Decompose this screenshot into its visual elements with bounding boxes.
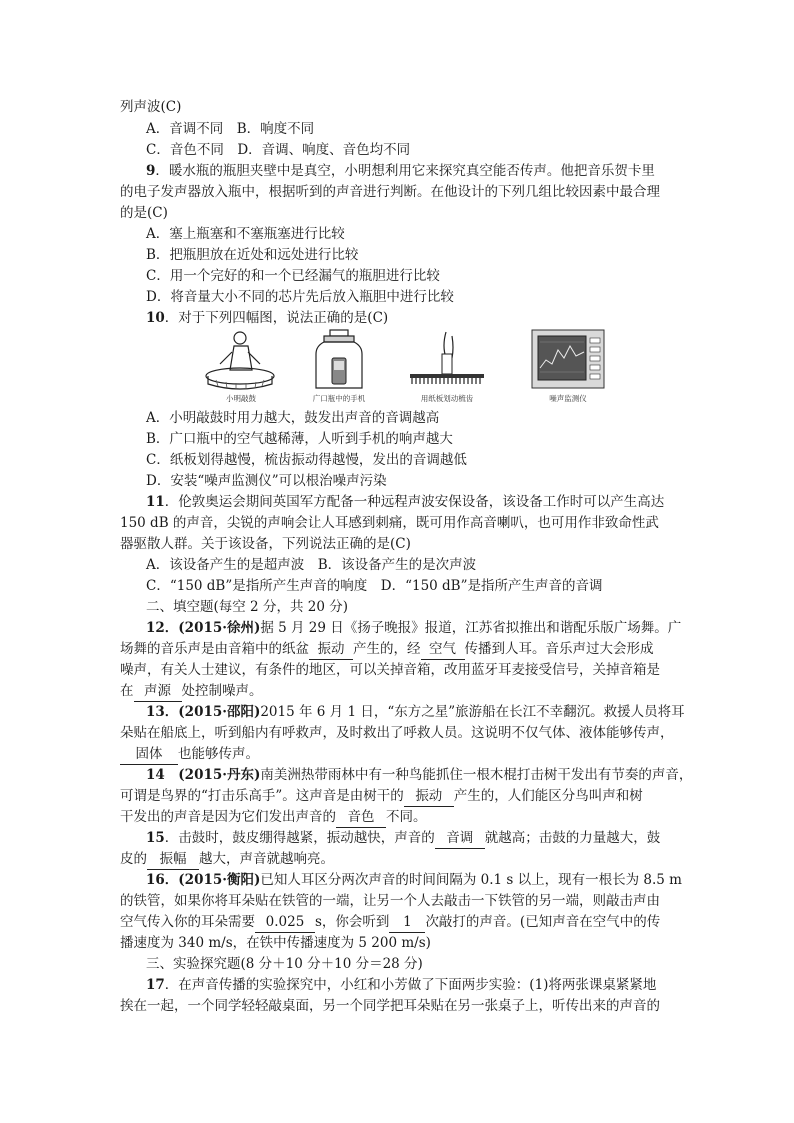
- caption-comb: 用纸板划动梳齿: [420, 394, 474, 403]
- q12-text2a: 场舞的音乐声是由音箱中的纸盆: [120, 641, 309, 657]
- q12-text2c: 传播到人耳。音乐声过大会形成: [464, 641, 654, 657]
- q16-text3b: s，你会听到: [315, 914, 390, 930]
- q16-line4: 播速度为 340 m/s，在铁中传播速度为 5 200 m/s): [120, 935, 431, 951]
- q11-options-ab: A．该设备产生的是超声波 B．该设备产生的是次声波: [146, 557, 477, 573]
- q17-line1: [146, 975, 656, 995]
- section-2-heading: 二、填空题(每空 2 分，共 20 分): [146, 599, 348, 615]
- q9-line2: 的电子发声器放入瓶中，根据听到的声音进行判断。在他设计的下列几组比较因素中最合理: [120, 184, 660, 200]
- q17-text1: ．在声音传播的实验探究中，小红和小芳做了下面两步实验：(1)将两张课桌紧紧地: [164, 977, 657, 993]
- q16-answer-2: 1: [389, 912, 425, 933]
- q13-line2: 朵贴在船底上，听到船内有呼救声，及时救出了呼救人员。这说明不仅气体、液体能够传声，: [120, 725, 674, 741]
- q12-line2: [120, 639, 654, 660]
- q12-text1: 据 5 月 29 日《扬子晚报》报道，江苏省拟推出和谐配乐版广场舞。广: [260, 620, 682, 636]
- caption-noise-monitor: 噪声监测仪: [549, 394, 587, 403]
- q9-option-b: B．把瓶胆放在近处和远处进行比较: [146, 247, 359, 263]
- drummer-illustration: [196, 328, 286, 392]
- q9-option-a: A．塞上瓶塞和不塞瓶塞进行比较: [146, 226, 345, 242]
- q10-figures: [196, 328, 636, 404]
- q15-number: 15: [146, 830, 165, 846]
- q14-line2: [120, 786, 643, 807]
- q11-text1: ．伦敦奥运会期间英国军方配备一种远程声波安保设备，该设备工作时可以产生高达: [164, 494, 665, 510]
- q11-number: 11: [146, 494, 165, 510]
- q11-line2: 150 dB 的声音，尖锐的声响会让人耳感到刺痛，既可用作高音喇叭，也可用作非致命性武: [120, 515, 659, 531]
- q10-number: 10: [146, 310, 165, 326]
- q15-text2b: 越大，声音就越响亮。: [199, 851, 334, 867]
- q17-number: 17: [146, 977, 165, 993]
- q15-line2: [120, 849, 334, 870]
- q12-text4b: 处控制噪声。: [181, 683, 263, 699]
- q16-text1: 已知人耳区分两次声音的时间间隔为 0.1 s 以上，现有一根长为 8.5 m: [260, 872, 682, 888]
- q14-text2b: 产生的，人们能区分鸟叫声和树: [453, 788, 643, 804]
- q16-line3: [120, 912, 660, 933]
- q9-text1: ．暖水瓶的瓶胆夹壁中是真空，小明想利用它来探究真空能否传声。他把音乐贺卡里: [155, 163, 655, 179]
- q12-answer-1: 振动: [309, 639, 353, 660]
- q14-text1: 南美洲热带雨林中有一种鸟能抓住一根木棍打击树干发出有节奏的声音，: [260, 767, 693, 783]
- q15-text2a: 皮的: [120, 851, 147, 867]
- q8-options-cd: C．音色不同 D．音调、响度、音色均不同: [146, 142, 411, 158]
- q14-number: 14 (2015·丹东): [146, 767, 261, 783]
- q11-line1: [146, 492, 664, 512]
- q15-answer-2: 振幅: [147, 849, 199, 870]
- q13-line3: [120, 744, 259, 765]
- figure-drummer: [196, 328, 286, 404]
- q12-answer-2: 空气: [421, 639, 465, 660]
- q15-line1: [146, 828, 660, 849]
- q17-line2: 挨在一起，一个同学轻轻敲桌面，另一个同学把耳朵贴在另一张桌子上，听传出来的声音的: [120, 998, 660, 1014]
- q16-number: 16．(2015·衡阳): [146, 872, 261, 888]
- q9-line3: 的是(C): [120, 205, 168, 221]
- q9-line1: [146, 161, 655, 181]
- q10-text: ．对于下列四幅图，说法正确的是(C): [164, 310, 389, 326]
- q16-line2: 的铁管，如果你将耳朵贴在铁管的一端，让另一个人去敲击一下铁管的另一端，则敲击声由: [120, 893, 660, 909]
- q10-option-b: B．广口瓶中的空气越稀薄，人听到手机的响声越大: [146, 431, 453, 447]
- figure-phone-jar: [294, 328, 384, 404]
- q15-text1b: 就越高；击鼓的力量越大，鼓: [484, 830, 661, 846]
- q13-text3: 也能够传声。: [178, 746, 259, 762]
- q12-answer-3: 声源: [134, 681, 182, 702]
- q11-line3: 器驱散人群。关于该设备，下列说法正确的是(C): [120, 536, 411, 552]
- q16-text3c: 次敲打的声音。(已知声音在空气中的传: [425, 914, 661, 930]
- section-3-heading: 三、实验探究题(8 分＋10 分＋10 分＝28 分): [146, 956, 423, 972]
- q9-option-c: C．用一个完好的和一个已经漏气的瓶胆进行比较: [146, 268, 440, 284]
- q12-text2b: 产生的，经: [353, 641, 421, 657]
- q12-line3: 噪声，有关人士建议，有条件的地区，可以关掉音箱，改用蓝牙耳麦接受信号，关掉音箱是: [120, 662, 660, 678]
- q14-text3b: 不同。: [386, 809, 427, 825]
- q14-text2a: 可谓是鸟界的“打击乐高手”。这声音是由树干的: [120, 788, 404, 804]
- q14-answer-2: 音色: [336, 807, 386, 828]
- q13-number: 13．(2015·邵阳): [146, 704, 261, 720]
- q15-text1a: ．击鼓时，鼓皮绷得越紧，振动越快，声音的: [164, 830, 435, 846]
- q15-answer-1: 音调: [435, 828, 485, 849]
- q12-line1: [146, 618, 681, 638]
- phone-jar-illustration: [294, 328, 384, 392]
- q13-text1: 2015 年 6 月 1 日，“东方之星”旅游船在长江不幸翻沉。救援人员将耳: [260, 704, 685, 720]
- q10-option-c: C．纸板划得越慢，梳齿振动得越慢，发出的音调越低: [146, 452, 467, 468]
- q12-line4: [120, 681, 263, 702]
- q14-line1: [146, 765, 692, 785]
- q9-option-d: D．将音量大小不同的芯片先后放入瓶胆中进行比较: [146, 289, 454, 305]
- q14-answer-1: 振动: [404, 786, 454, 807]
- q8-tail: 列声波(C): [120, 99, 182, 115]
- q13-answer: 固体: [120, 744, 178, 765]
- q8-options-ab: A．音调不同 B．响度不同: [146, 121, 315, 137]
- q9-number: 9: [146, 163, 156, 179]
- q10-option-d: D．安装“噪声监测仪”可以根治噪声污染: [146, 473, 387, 489]
- q16-answer-1: 0.025: [255, 912, 315, 933]
- caption-drummer: 小明敲鼓: [226, 394, 256, 403]
- q16-text3a: 空气传入你的耳朵需要: [120, 914, 255, 930]
- q12-text4a: 在: [120, 683, 134, 699]
- q10-option-a: A．小明敲鼓时用力越大，鼓发出声音的音调越高: [146, 410, 440, 426]
- figure-noise-monitor: [530, 328, 606, 404]
- q10-stem: [146, 308, 388, 328]
- caption-phone-jar: 广口瓶中的手机: [312, 394, 366, 403]
- q14-line3: [120, 807, 427, 828]
- noise-monitor-illustration: [530, 328, 606, 392]
- q11-options-cd: C．“150 dB”是指所产生声音的响度 D．“150 dB”是指所产生声音的音调: [146, 578, 603, 594]
- q16-line1: [146, 870, 682, 890]
- q14-text3a: 干发出的声音是因为它们发出声音的: [120, 809, 336, 825]
- comb-illustration: [402, 328, 492, 392]
- figure-comb: [402, 328, 492, 404]
- q13-line1: [146, 702, 685, 722]
- q12-number: 12．(2015·徐州): [146, 620, 261, 636]
